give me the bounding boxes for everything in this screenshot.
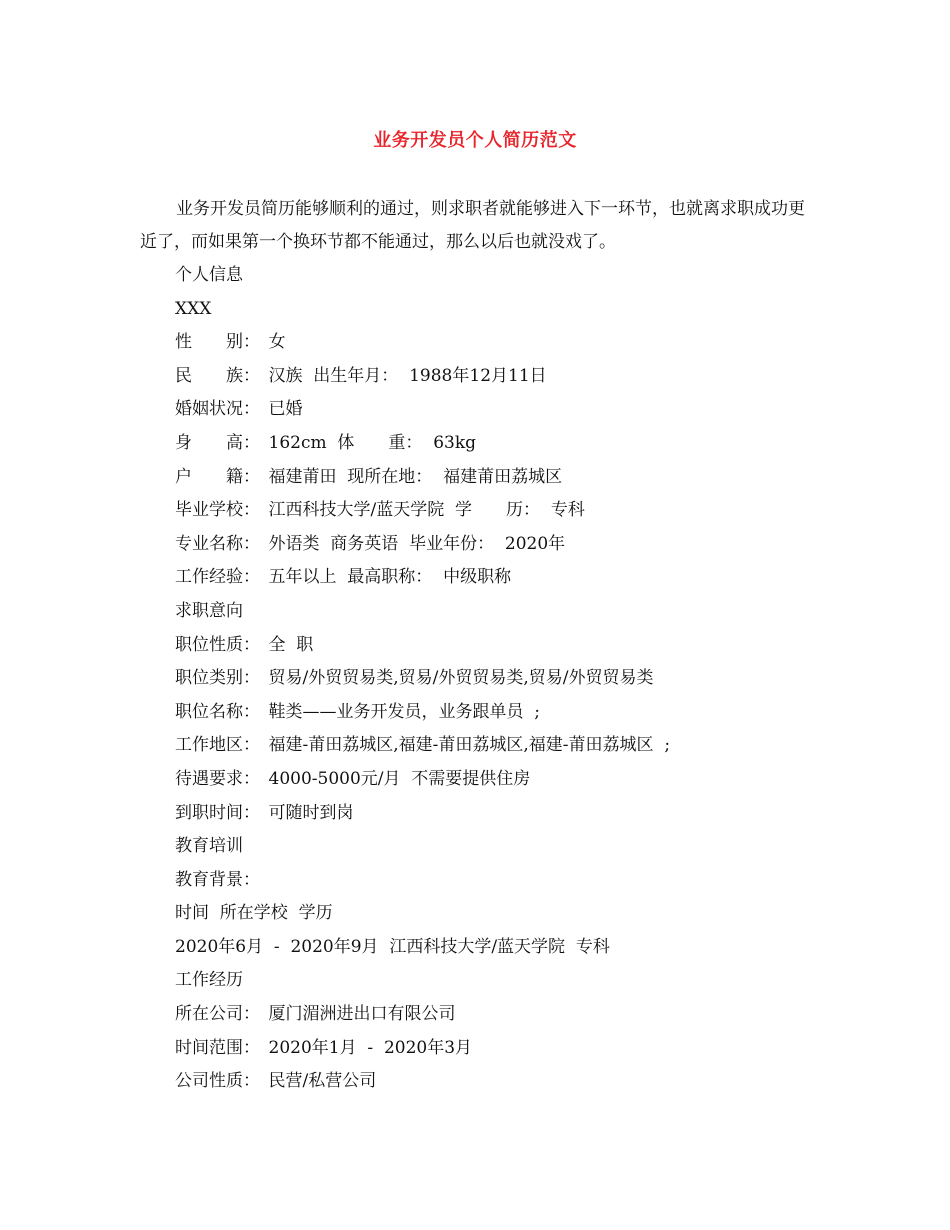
company-line: 所在公司： 厦门湄洲进出口有限公司 bbox=[175, 1004, 456, 1025]
job-category-line: 职位类别： 贸易/外贸贸易类,贸易/外贸贸易类,贸易/外贸贸易类 bbox=[175, 668, 654, 689]
ethnicity-birth-line: 民 族： 汉族 出生年月： 1988年12月11日 bbox=[175, 365, 547, 386]
hometown-location-line: 户 籍： 福建莆田 现所在地： 福建莆田荔城区 bbox=[175, 466, 563, 487]
section-heading-work-history: 工作经历 bbox=[175, 970, 243, 991]
section-heading-personal-info: 个人信息 bbox=[175, 265, 243, 285]
intro-paragraph: 业务开发员简历能够顺利的通过，则求职者就能够进入下一环节，也就离求职成功更近了，而如果第一个换环节都不能通过，那么以后也就没戏了。 bbox=[140, 199, 805, 252]
section-heading-job-intention: 求职意向 bbox=[175, 600, 243, 621]
company-type-line: 公司性质： 民营/私营公司 bbox=[175, 1071, 377, 1092]
job-title-line: 职位名称： 鞋类——业务开发员，业务跟单员 ; bbox=[175, 701, 541, 722]
document-title: 业务开发员个人简历范文 bbox=[373, 130, 577, 151]
marital-status-line: 婚姻状况： 已婚 bbox=[175, 399, 303, 420]
start-time-line: 到职时间： 可随时到岗 bbox=[175, 802, 354, 823]
education-table-header: 时间 所在学校 学历 bbox=[175, 903, 333, 924]
resume-body bbox=[175, 259, 875, 1099]
education-background-label: 教育背景： bbox=[175, 869, 260, 890]
name-line: XXX bbox=[175, 298, 212, 319]
job-nature-line: 职位性质： 全 职 bbox=[175, 634, 314, 655]
major-graduation-line: 专业名称： 外语类 商务英语 毕业年份： 2020年 bbox=[175, 533, 566, 554]
school-degree-line: 毕业学校： 江西科技大学/蓝天学院 学 历： 专科 bbox=[175, 500, 585, 521]
salary-line: 待遇要求： 4000-5000元/月 不需要提供住房 bbox=[175, 768, 531, 789]
gender-line: 性 别： 女 bbox=[175, 332, 286, 353]
work-area-line: 工作地区： 福建-莆田荔城区,福建-莆田荔城区,福建-莆田荔城区 ; bbox=[175, 735, 671, 756]
height-weight-line: 身 高： 162cm 体 重： 63kg bbox=[175, 432, 477, 453]
education-entry: 2020年6月 - 2020年9月 江西科技大学/蓝天学院 专科 bbox=[175, 936, 610, 957]
section-heading-education: 教育培训 bbox=[175, 836, 243, 857]
experience-title-line: 工作经验： 五年以上 最高职称： 中级职称 bbox=[175, 567, 512, 588]
time-range-line: 时间范围： 2020年1月 - 2020年3月 bbox=[175, 1037, 473, 1058]
